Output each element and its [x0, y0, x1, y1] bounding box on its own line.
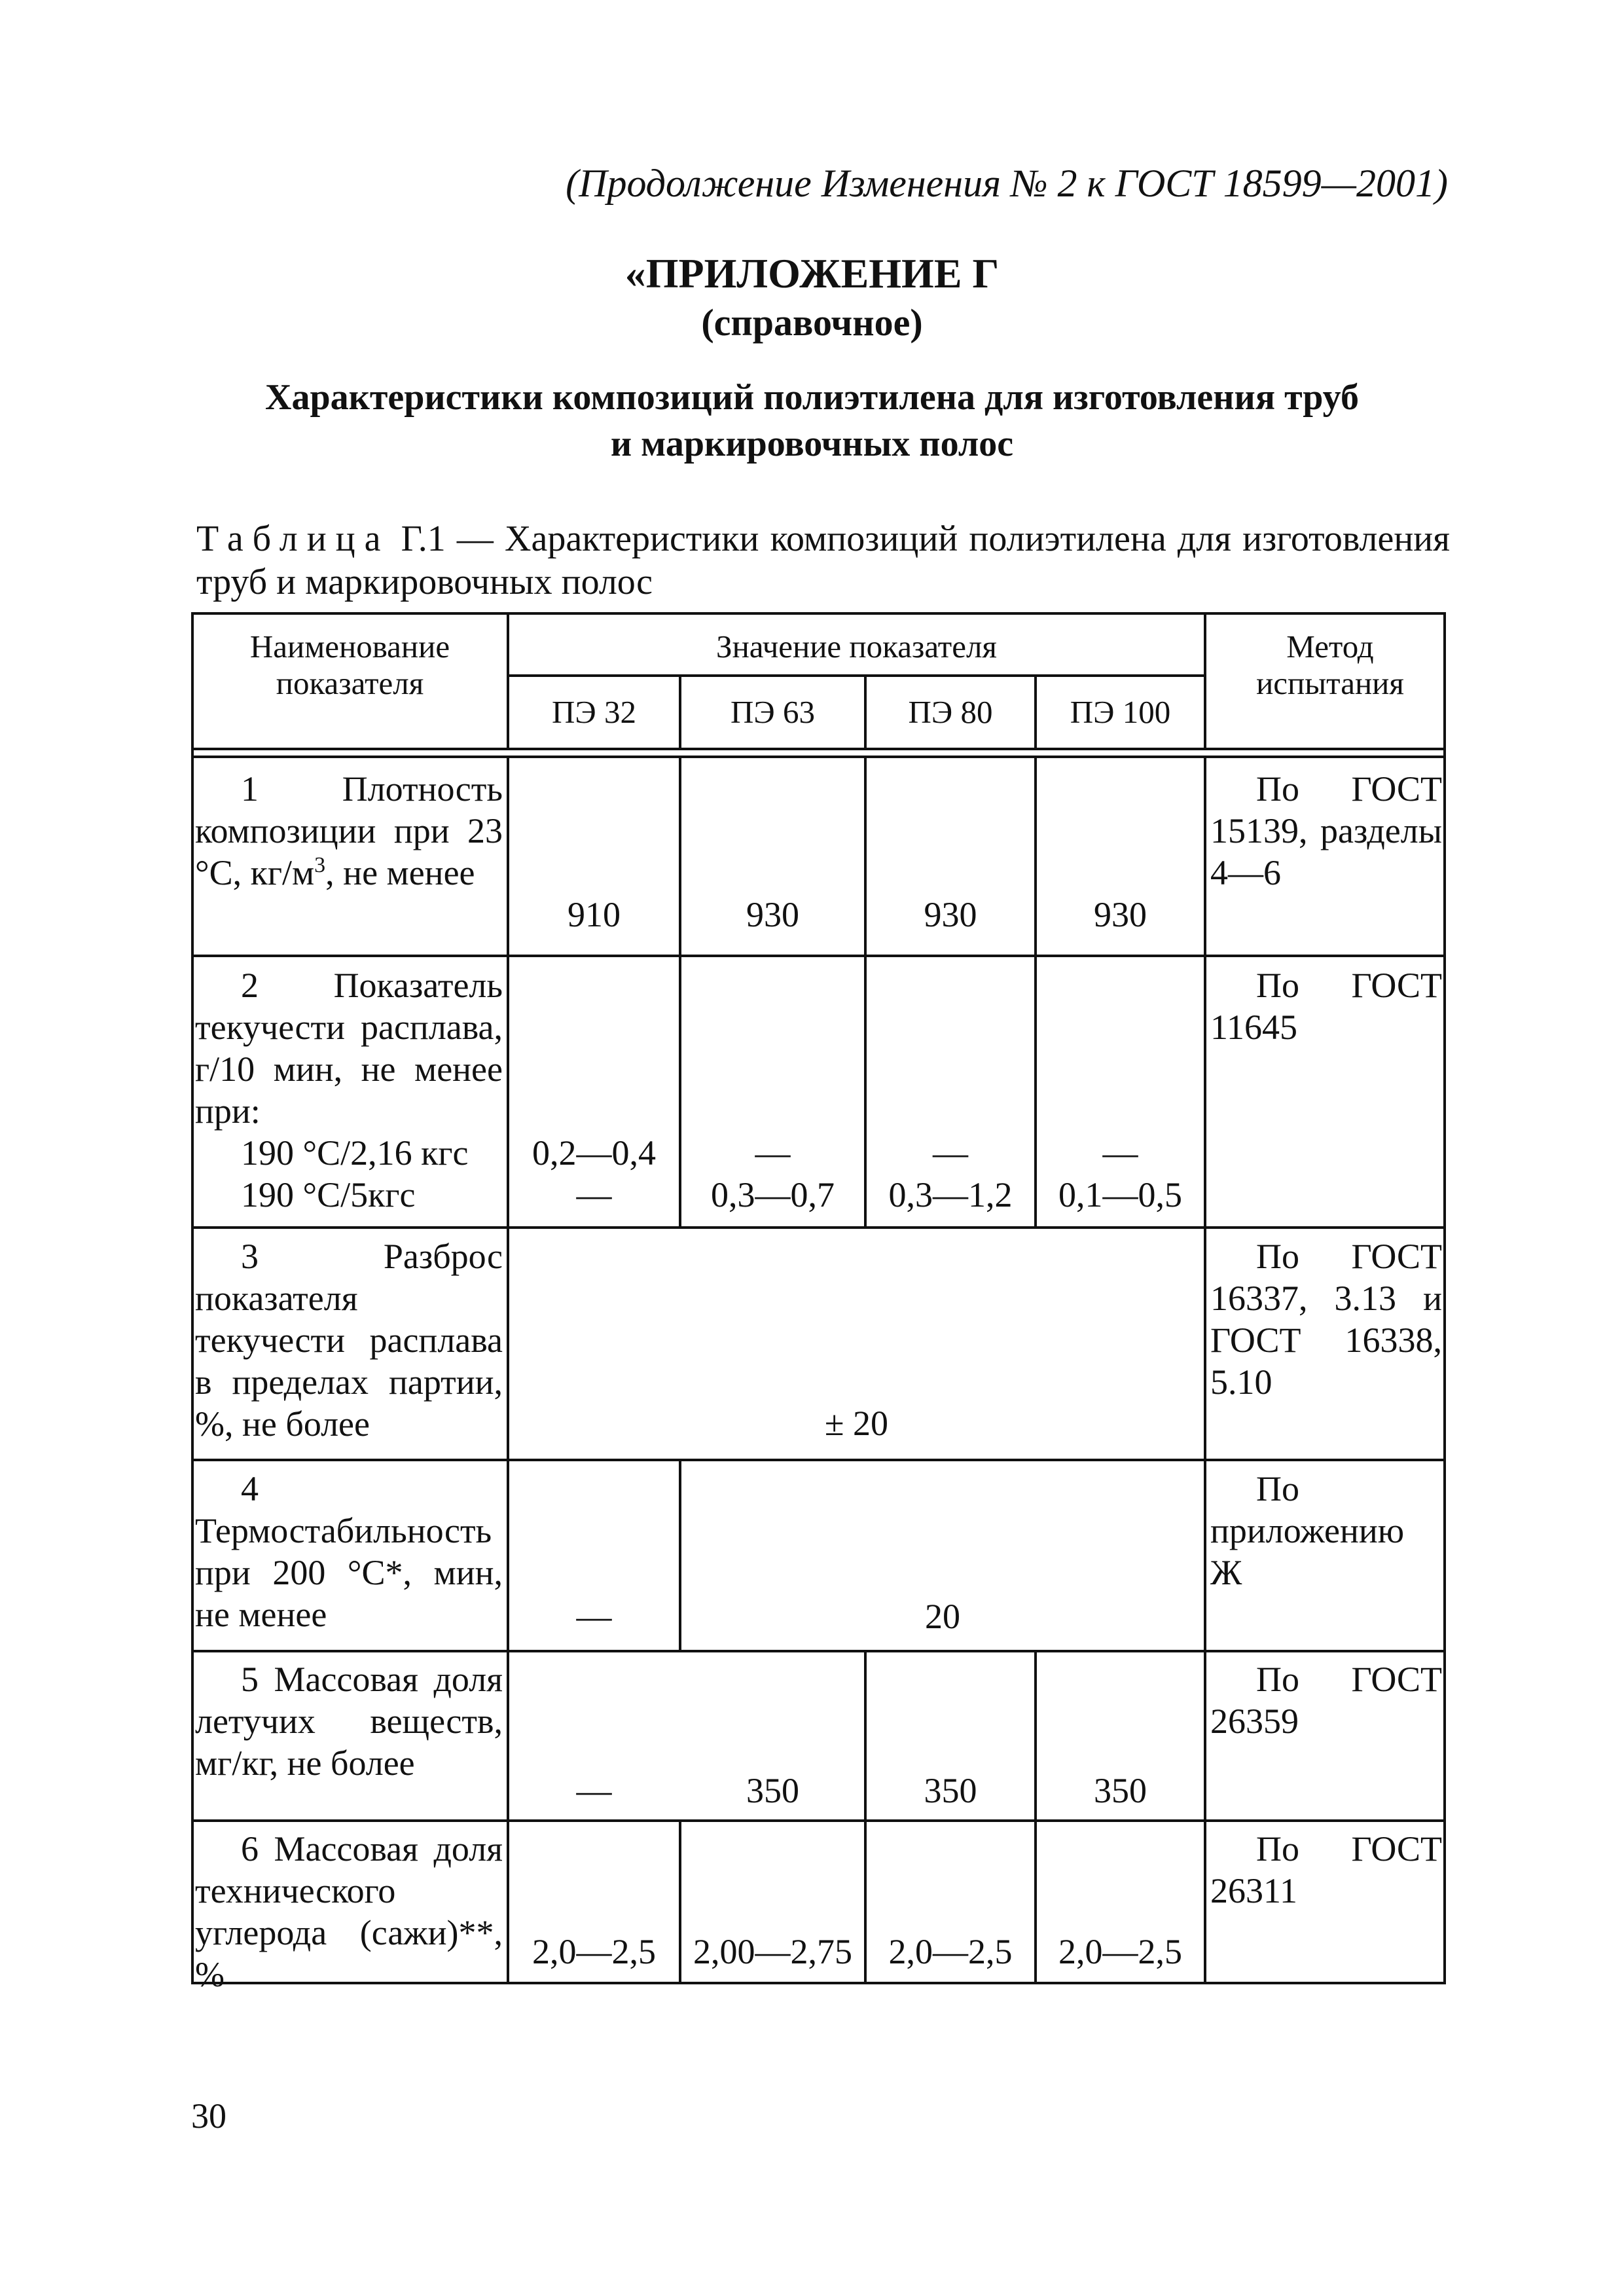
- caption-number: Г.1: [401, 519, 446, 559]
- row1-method-text: По ГОСТ 15139, разделы 4—6: [1210, 769, 1442, 892]
- row2-sub2-text: 190 °С/5кгс: [241, 1175, 416, 1214]
- row2-value1-pe100: —: [1102, 1133, 1138, 1173]
- row1-value-pe63: 930: [746, 895, 799, 934]
- row2-method: [1205, 964, 1446, 1048]
- row5-value-pe80: 350: [924, 1771, 977, 1810]
- row2-value1-pe63: —: [755, 1133, 791, 1173]
- row6-value-pe32: 2,0—2,5: [532, 1932, 656, 1971]
- row5-method-text: По ГОСТ 26359: [1210, 1660, 1442, 1741]
- row6-method: [1205, 1828, 1446, 1912]
- header-grade-pe32: ПЭ 32: [552, 694, 636, 730]
- row5-value-pe32: —: [576, 1771, 612, 1810]
- row2-value2-pe80: 0,3—1,2: [888, 1175, 1013, 1214]
- row4-value-pe32: —: [576, 1597, 612, 1636]
- section-title-line2: и маркировочных полос: [610, 424, 1014, 464]
- row3-value-all: ± 20: [824, 1404, 889, 1443]
- row3-name-text: 3 Разброс показателя текучести расплава в пределах партии, %, не более: [195, 1237, 503, 1444]
- row2-value2-pe100: 0,1—0,5: [1058, 1175, 1182, 1214]
- row2-sub1-text: 190 °С/2,16 кгс: [241, 1133, 469, 1173]
- row1-name: [191, 768, 508, 894]
- row6-value-pe100: 2,0—2,5: [1058, 1932, 1182, 1971]
- row5-name: [191, 1658, 508, 1784]
- row2-value1-pe32: 0,2—0,4: [532, 1133, 656, 1173]
- row1-name-sup: 3: [314, 853, 326, 877]
- row1-name-text: 1 Плотность композиции при 23 °С, кг/м: [195, 769, 503, 892]
- section-title-line1: Характеристики композиций полиэтилена для изготовления труб: [265, 377, 1359, 418]
- row5-value-pe100: 350: [1094, 1771, 1147, 1810]
- header-name: Наименование показателя: [249, 629, 450, 701]
- caption-label: Таблица: [196, 519, 390, 559]
- row2-sub1: [191, 1132, 508, 1174]
- row5-name-text: 5 Массовая доля летучих веществ, мг/кг, не более: [195, 1660, 503, 1783]
- row2-name: [191, 964, 508, 1132]
- row6-name-text: 6 Массовая доля технического углерода (сажи)**, %: [195, 1829, 503, 1994]
- row4-name: [191, 1468, 508, 1635]
- row6-value-pe80: 2,0—2,5: [888, 1932, 1013, 1971]
- row6-value-pe63: 2,00—2,75: [693, 1932, 852, 1971]
- caption-text: — Характеристики композиций полиэтилена для изготовления труб и маркировочных полос: [196, 519, 1451, 602]
- row4-name-text: 4 Термостабильность при 200 °С*, мин, не менее: [195, 1469, 503, 1634]
- row4-method: [1205, 1468, 1446, 1594]
- row6-name: [191, 1828, 508, 1995]
- row2-value2-pe63: 0,3—0,7: [711, 1175, 835, 1214]
- row3-method: [1205, 1235, 1446, 1403]
- row1-value-pe100: 930: [1094, 895, 1147, 934]
- table-caption: [196, 517, 1450, 604]
- row4-method-text: По приложению Ж: [1210, 1469, 1405, 1592]
- row4-value-others: 20: [925, 1597, 960, 1636]
- header-method: Метод испытания: [1256, 629, 1404, 701]
- header-grade-pe63: ПЭ 63: [731, 694, 815, 730]
- row3-name: [191, 1235, 508, 1445]
- row2-sub2: [191, 1174, 508, 1216]
- row2-name-text: 2 Показатель текучести расплава, г/10 мин, не менее при:: [195, 966, 503, 1131]
- row5-method: [1205, 1658, 1446, 1742]
- row1-method: [1205, 768, 1446, 894]
- row5-value-pe63: 350: [746, 1771, 799, 1810]
- row1-name-tail: , не менее: [325, 853, 475, 892]
- row1-value-pe80: 930: [924, 895, 977, 934]
- row2-method-text: По ГОСТ 11645: [1210, 966, 1442, 1047]
- appendix-status: (справочное): [701, 301, 923, 344]
- row2-value2-pe32: —: [576, 1175, 612, 1214]
- running-header: (Продолжение Изменения № 2 к ГОСТ 18599—2001): [566, 162, 1448, 205]
- header-value-group: Значение показателя: [716, 629, 997, 665]
- appendix-title: «ПРИЛОЖЕНИЕ Г: [624, 250, 1000, 297]
- header-grade-pe80: ПЭ 80: [908, 694, 993, 730]
- row6-method-text: По ГОСТ 26311: [1210, 1829, 1442, 1910]
- row2-value1-pe80: —: [933, 1133, 968, 1173]
- page-number: 30: [191, 2096, 226, 2136]
- row3-method-text: По ГОСТ 16337, 3.13 и ГОСТ 16338, 5.10: [1210, 1237, 1442, 1402]
- row1-value-pe32: 910: [568, 895, 621, 934]
- properties-table: [191, 612, 1446, 1994]
- header-grade-pe100: ПЭ 100: [1070, 694, 1171, 730]
